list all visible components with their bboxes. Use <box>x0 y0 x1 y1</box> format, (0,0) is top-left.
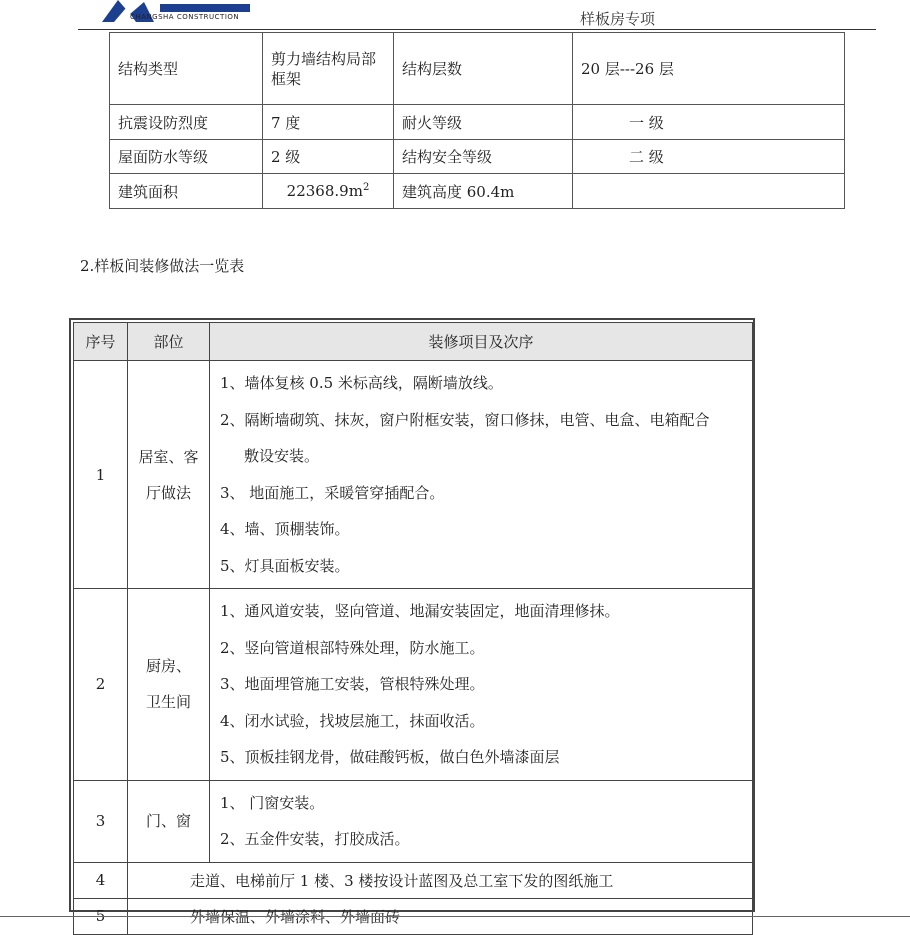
building-info-table <box>109 32 845 209</box>
table-cell <box>573 174 845 209</box>
table-row <box>74 780 753 862</box>
table-row <box>110 140 845 174</box>
row-number: 4 <box>74 862 128 898</box>
list-item: 2、竖向管道根部特殊处理，防水施工。 <box>220 638 485 657</box>
list-item: 敷设安装。 <box>244 447 320 465</box>
header-title: 样板房专项 <box>580 10 656 28</box>
list-item: 1、通风道安装，竖向管道、地漏安装固定，地面清理修抹。 <box>220 602 620 620</box>
decoration-table <box>73 322 753 935</box>
row-number: 3 <box>74 780 128 862</box>
part-line: 厅做法 <box>145 483 191 502</box>
row-items <box>210 780 753 862</box>
area-value: 22368.9m <box>286 182 363 200</box>
list-item: 4、闭水试验，找坡层施工，抹面收活。 <box>220 711 485 730</box>
table-row <box>74 361 753 589</box>
table-cell <box>573 140 845 174</box>
row-part <box>128 589 210 781</box>
header-cell-items: 装修项目及次序 <box>210 323 753 361</box>
table-header-row <box>74 323 753 361</box>
table-row <box>74 589 753 781</box>
list-item: 2、隔断墙砌筑、抹灰，窗户附框安装，窗口修抹，电管、电盒、电箱配合 <box>220 410 710 429</box>
table-cell: 屋面防水等级 <box>110 140 263 174</box>
logo-text: CHANGSHA CONSTRUCTION <box>130 13 240 21</box>
table-row <box>74 862 753 898</box>
row-text: 走道、电梯前厅 1 楼、3 楼按设计蓝图及总工室下发的图纸施工 <box>128 862 753 898</box>
row-number: 5 <box>74 898 128 934</box>
table-cell <box>573 105 845 140</box>
page-header <box>0 0 910 32</box>
row-part <box>128 361 210 589</box>
part-line: 厨房、 <box>145 657 191 676</box>
table-cell: 结构类型 <box>110 33 263 105</box>
table-row <box>110 174 845 209</box>
table-cell: 结构层数 <box>394 33 573 105</box>
list-item: 5、灯具面板安装。 <box>220 556 350 575</box>
table-cell: 建筑高度 60.4m <box>394 174 573 209</box>
row-part <box>128 780 210 862</box>
header-cell-no: 序号 <box>74 323 128 361</box>
page-bottom-divider <box>0 916 910 917</box>
table-cell: 7 度 <box>263 105 394 140</box>
list-item: 4、墙、顶棚装饰。 <box>220 520 350 538</box>
safety-rating-value: 二 级 <box>629 148 664 166</box>
list-item: 3、 地面施工，采暖管穿插配合。 <box>220 483 445 502</box>
company-logo <box>100 0 260 24</box>
table-cell: 20 层---26 层 <box>573 33 845 105</box>
table-cell: 耐火等级 <box>394 105 573 140</box>
header-cell-part: 部位 <box>128 323 210 361</box>
part-line: 居室、客 <box>138 447 199 466</box>
structure-type-value: 剪力墙结构局部框架 <box>271 49 377 88</box>
table-cell <box>263 174 394 209</box>
row-items <box>210 361 753 589</box>
row-number: 2 <box>74 589 128 781</box>
fire-rating-value: 一 级 <box>629 113 664 132</box>
table-cell <box>263 33 394 105</box>
part-line: 卫生间 <box>145 693 191 712</box>
list-item: 1、墙体复核 0.5 米标高线，隔断墙放线。 <box>220 374 503 392</box>
table-row <box>110 33 845 105</box>
row-text: 外墙保温、外墙涂料、外墙面砖 <box>128 898 753 934</box>
row-number: 1 <box>74 361 128 589</box>
table-cell: 抗震设防烈度 <box>110 105 263 140</box>
section-title: 2.样板间装修做法一览表 <box>80 257 245 275</box>
area-unit-superscript: 2 <box>362 182 370 193</box>
list-item: 5、顶板挂钢龙骨，做硅酸钙板，做白色外墙漆面层 <box>220 748 560 766</box>
part-line: 门、窗 <box>145 812 191 830</box>
table-cell: 结构安全等级 <box>394 140 573 174</box>
table-cell: 2 级 <box>263 140 394 174</box>
table-cell: 建筑面积 <box>110 174 263 209</box>
list-item: 2、五金件安装，打胶成活。 <box>220 830 410 848</box>
row-items <box>210 589 753 781</box>
list-item: 1、 门窗安装。 <box>220 793 325 812</box>
list-item: 3、地面埋管施工安装，管根特殊处理。 <box>220 675 485 693</box>
header-divider <box>78 29 876 30</box>
table-row <box>110 105 845 140</box>
